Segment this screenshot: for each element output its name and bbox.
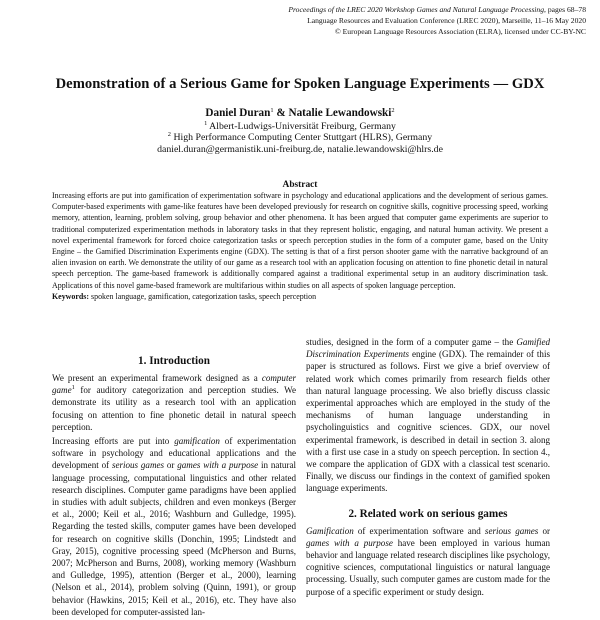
related-work-paragraph-1: Gamification of experimentation software and serious games or games with a purpose have been employed in various human behavior and language related research disciplines like psychology, cognitive sciences, computational linguistics or natural language processing. Usually, such computer games are custom made for the purpose of a specific experiment or study design. xyxy=(306,525,550,597)
abstract-heading: Abstract xyxy=(282,180,318,190)
header-line-1: Proceedings of the LREC 2020 Workshop Games and Natural Language Processing, pages 68–78 xyxy=(288,5,586,14)
intro-paragraph-1: We present an experimental framework designed as a computer game$^1$ for auditory categorization and perception studies. We demonstrate its utility as a research tool with an application focusing on attention to fine phonetic detail in natural speech perception. xyxy=(52,373,296,432)
footnote-marker: 1 xyxy=(71,384,75,392)
section-heading-related-work: 2. Related work on serious games xyxy=(348,507,508,520)
author-names: Daniel Duran$^1$ & Natalie Lewandowski$^2$ xyxy=(205,107,395,119)
header-line-3: © European Language Resources Association (ELRA), licensed under CC-BY-NC xyxy=(334,27,586,37)
author-1: Daniel Duran xyxy=(205,107,271,119)
intro-paragraph-3: studies, designed in the form of a computer game – the Gamified Discrimination Experiments engine (GDX). The remainder of this paper is structured as follows. First we give a brief overview of related work which comes primarily from research fields other than natural language processing. We also briefly discuss classic experimental approaches which are employed in the study of the mechanisms of human language understanding in psycholinguistics and cognitive sciences. GDX, our novel experimental framework, is described in detail in section 3. along with a first use case in a study on speech perception. In section 4., we compare the application of GDX with a classical test scenario. Finally, we discuss our findings in the context of gamified spoken language experiments. xyxy=(306,337,550,494)
right-column xyxy=(306,336,550,600)
author-2: Natalie Lewandowski xyxy=(288,107,392,119)
paper-title: Demonstration of a Serious Game for Spoken Language Experiments — GDX xyxy=(55,76,545,92)
affiliation-2: $^2$ High Performance Computing Center Stuttgart (HLRS), Germany xyxy=(167,131,433,144)
section-heading-introduction: 1. Introduction xyxy=(138,355,210,367)
header-line-2: Language Resources and Evaluation Conference (LREC 2020), Marseille, 11–16 May 2020 xyxy=(307,16,586,26)
author-emails: daniel.duran@germanistik.uni-freiburg.de, natalie.lewandowski@hlrs.de xyxy=(157,143,443,155)
affiliation-1: $^1$ Albert-Ludwigs-Universität Freiburg, Germany xyxy=(204,119,396,132)
proceedings-header xyxy=(256,4,586,38)
keywords: Keywords: spoken language, gamification, categorization tasks, speech perception xyxy=(52,291,317,301)
left-column xyxy=(52,354,296,620)
abstract-body xyxy=(52,190,548,302)
abstract-text: Increasing efforts are put into gamification of experimentation software in psychology and educational applications and the development of serious games. Computer-based experiments with game-like features have been developed previously for research on cognitive skills, cognitive processing speed, working memory, attention, learning, problem solving, group behavior and other phenomena. It has been argued that computer game experiments are superior to traditional computerized experimentation methods in laboratory tasks in that they represent holistic, engaging, and natural human activity. We present a novel experimental framework for forced choice categorization tasks or speech perception studies in the form of a computer game, based on the Unity Engine – the Gamified Discrimination Experiments engine (GDX). The setting is that of a first person shooter game with the narrative background of an alien invasion on earth. We demonstrate the utility of our game as a research tool with an application focusing on attention to fine phonetic detail in natural speech perception. The game-based framework is additionally compared against a traditional experimental setup in an auditory discrimination task. Applications of this novel game-based framework are multifarious within studies on all aspects of spoken language perception. xyxy=(52,191,548,290)
intro-paragraph-2: Increasing efforts are put into gamification of experimentation software in psychology and educational applications and the development of serious games or games with a purpose in natural language processing, computational linguistics and other related research disciplines. Computer game paradigms have been applied in studies with adult subjects, children and even monkeys (Berger et al., 2000; Keil et al., 2016; Washburn and Gulledge, 1995). Regarding the tested skills, computer games have been developed for research on cognitive skills (Donchin, 1995; Lindstedt and Gray, 2015), cognitive processing speed (McPherson and Burns, 2007; McPherson and Burns, 2008), working memory (Washburn and Gulledge, 1995), attention (Berger et al., 2000), learning (Nelson et al., 2014), problem solving (Quinn, 1991), or group behavior (Hawkins, 2015; Keil et al., 2016), etc. They have also been developed for computer-assisted lan- xyxy=(52,436,296,617)
author-block xyxy=(0,108,600,155)
